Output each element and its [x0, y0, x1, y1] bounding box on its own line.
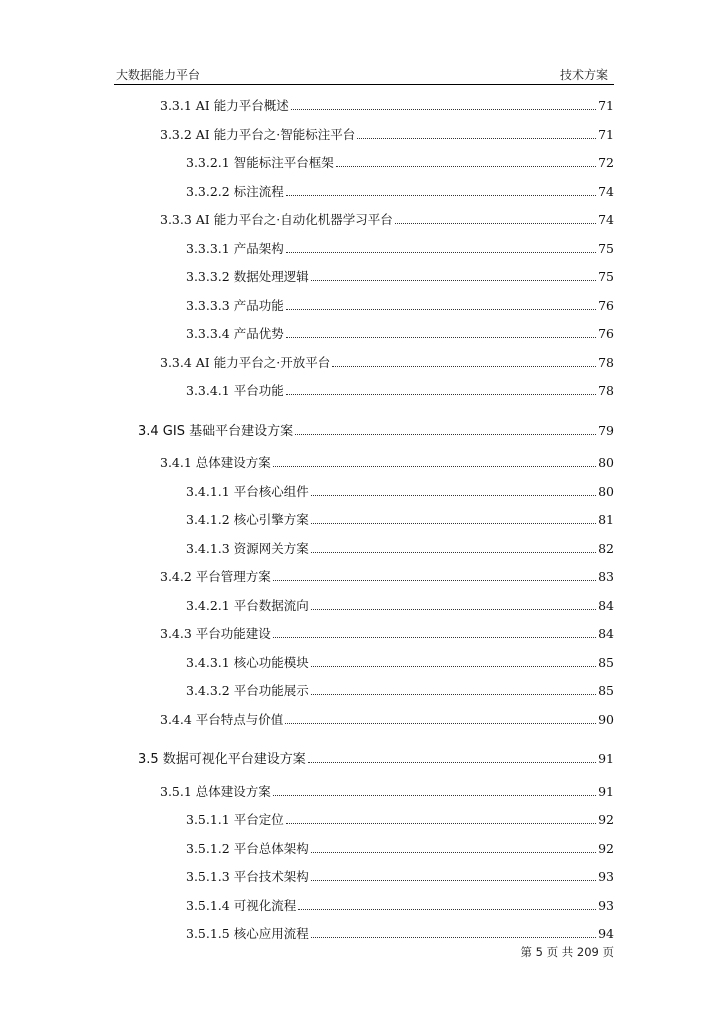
toc-entry-page-number: 71	[598, 98, 614, 113]
toc-dot-leader	[395, 223, 596, 224]
toc-dot-leader	[311, 937, 596, 938]
page-header	[116, 66, 610, 82]
toc-entry-title: 3.3.4.1 平台功能	[186, 383, 284, 398]
toc-entry-title: 3.5.1.4 可视化流程	[186, 897, 297, 913]
toc-entry-page-number: 80	[598, 483, 614, 499]
toc-dot-leader	[357, 138, 596, 139]
toc-dot-leader	[286, 309, 596, 310]
toc-entry[interactable]	[186, 896, 614, 916]
header-section-title: 技术方案	[559, 68, 608, 82]
toc-dot-leader	[311, 666, 596, 667]
toc-dot-leader	[311, 609, 596, 610]
toc-entry-title: 3.4.2.1 平台数据流向	[186, 597, 309, 613]
toc-entry[interactable]	[186, 924, 614, 944]
toc-entry-title: 3.4.3 平台功能建设	[160, 626, 271, 641]
toc-entry-page-number: 85	[598, 683, 614, 698]
toc-entry[interactable]	[186, 153, 614, 173]
toc-entry-page-number: 94	[598, 926, 614, 941]
toc-entry[interactable]	[186, 539, 614, 559]
toc-entry[interactable]	[186, 510, 614, 530]
toc-entry-title: 3.5.1 总体建设方案	[160, 783, 271, 799]
toc-entry-page-number: 74	[598, 183, 614, 199]
toc-entry-title: 3.3.4 AI 能力平台之·开放平台	[160, 354, 331, 370]
toc-entry-title: 3.4.4 平台特点与价值	[160, 711, 284, 727]
toc-entry-title: 3.3.3 AI 能力平台之·自动化机器学习平台	[160, 212, 393, 227]
toc-dot-leader	[308, 762, 596, 763]
toc-entry-page-number: 75	[598, 240, 614, 256]
toc-dot-leader	[273, 637, 596, 638]
toc-dot-leader	[311, 694, 596, 695]
toc-entry-title: 3.5.1.5 核心应用流程	[186, 926, 309, 941]
toc-entry-page-number: 74	[598, 212, 614, 227]
toc-dot-leader	[286, 252, 596, 253]
toc-entry-page-number: 90	[598, 711, 614, 727]
toc-entry-page-number: 75	[598, 269, 614, 284]
toc-entry[interactable]	[160, 782, 614, 802]
toc-entry-page-number: 84	[598, 626, 614, 641]
toc-dot-leader	[311, 852, 596, 853]
toc-dot-leader	[286, 394, 596, 395]
toc-entry-page-number: 72	[598, 155, 614, 170]
toc-entry[interactable]	[160, 353, 614, 373]
toc-entry-title: 3.3.2.2 标注流程	[186, 183, 284, 199]
toc-entry[interactable]	[186, 381, 614, 401]
toc-entry-page-number: 82	[598, 540, 614, 556]
toc-entry-page-number: 83	[598, 569, 614, 584]
toc-dot-leader	[273, 580, 596, 581]
toc-entry-page-number: 76	[598, 326, 614, 341]
toc-entry[interactable]	[186, 482, 614, 502]
toc-dot-leader	[286, 823, 596, 824]
header-divider	[114, 84, 614, 85]
toc-entry[interactable]	[186, 810, 614, 830]
toc-entry-title: 3.3.3.4 产品优势	[186, 326, 284, 341]
toc-entry-page-number: 93	[598, 897, 614, 913]
toc-dot-leader	[273, 466, 596, 467]
toc-entry[interactable]	[160, 624, 614, 644]
toc-entry-title: 3.3.2.1 智能标注平台框架	[186, 155, 334, 170]
toc-entry-page-number: 79	[598, 422, 614, 438]
toc-entry-page-number: 91	[598, 783, 614, 799]
toc-entry-title: 3.3.3.1 产品架构	[186, 240, 284, 256]
toc-entry-title: 3.4.2 平台管理方案	[160, 569, 271, 584]
toc-entry-title: 3.4.1.2 核心引擎方案	[186, 512, 309, 527]
toc-entry[interactable]	[186, 239, 614, 259]
toc-entry[interactable]	[186, 182, 614, 202]
toc-dot-leader	[286, 195, 596, 196]
toc-entry[interactable]	[186, 296, 614, 316]
toc-entry-page-number: 81	[598, 512, 614, 527]
toc-entry-title: 3.4.1.1 平台核心组件	[186, 483, 309, 499]
toc-entry-title: 3.5.1.2 平台总体架构	[186, 840, 309, 856]
page-number-footer: 第 5 页 共 209 页	[520, 945, 614, 959]
toc-entry[interactable]	[160, 710, 614, 730]
toc-entry[interactable]	[186, 681, 614, 701]
toc-entry-page-number: 93	[598, 869, 614, 884]
toc-dot-leader	[285, 723, 596, 724]
toc-entry-title: 3.3.3.3 产品功能	[186, 297, 284, 313]
toc-entry[interactable]	[186, 839, 614, 859]
toc-entry-title: 3.4.3.2 平台功能展示	[186, 683, 309, 698]
toc-entry-page-number: 91	[598, 751, 614, 766]
toc-entry[interactable]	[138, 749, 614, 769]
toc-entry-page-number: 92	[598, 840, 614, 856]
toc-dot-leader	[273, 795, 596, 796]
toc-dot-leader	[311, 280, 596, 281]
toc-dot-leader	[311, 495, 596, 496]
toc-entry[interactable]	[186, 867, 614, 887]
toc-entry-title: 3.3.2 AI 能力平台之·智能标注平台	[160, 126, 356, 142]
toc-dot-leader	[332, 366, 596, 367]
toc-dot-leader	[336, 166, 596, 167]
toc-entry-title: 3.4.1 总体建设方案	[160, 455, 271, 470]
toc-entry-title: 3.5.1.1 平台定位	[186, 812, 284, 827]
toc-entry[interactable]	[160, 125, 614, 145]
toc-entry-page-number: 85	[598, 654, 614, 670]
toc-entry-title: 3.4.3.1 核心功能模块	[186, 654, 309, 670]
toc-entry[interactable]	[160, 453, 614, 473]
toc-entry[interactable]	[138, 421, 614, 441]
toc-entry-page-number: 78	[598, 383, 614, 398]
toc-entry-title: 3.4 GIS 基础平台建设方案	[138, 423, 294, 439]
toc-entry-title: 3.5.1.3 平台技术架构	[186, 869, 309, 884]
toc-dot-leader	[291, 109, 596, 110]
toc-entry-page-number: 76	[598, 297, 614, 313]
toc-dot-leader	[295, 434, 596, 435]
toc-entry[interactable]	[186, 324, 614, 344]
toc-dot-leader	[286, 337, 596, 338]
toc-entry[interactable]	[186, 653, 614, 673]
toc-entry[interactable]	[186, 267, 614, 287]
toc-entry-page-number: 71	[598, 126, 614, 142]
toc-entry[interactable]	[186, 596, 614, 616]
toc-dot-leader	[311, 523, 596, 524]
toc-dot-leader	[298, 909, 596, 910]
toc-entry-title: 3.4.1.3 资源网关方案	[186, 540, 309, 556]
toc-dot-leader	[311, 552, 596, 553]
toc-dot-leader	[311, 880, 596, 881]
toc-entry-page-number: 92	[598, 812, 614, 827]
toc-entry-page-number: 78	[598, 354, 614, 370]
toc-entry[interactable]	[160, 96, 614, 116]
toc-entry-page-number: 80	[598, 455, 614, 470]
toc-entry-title: 3.3.1 AI 能力平台概述	[160, 98, 289, 113]
toc-entry-title: 3.3.3.2 数据处理逻辑	[186, 269, 309, 284]
header-document-title: 大数据能力平台	[116, 68, 201, 82]
toc-entry-title: 3.5 数据可视化平台建设方案	[138, 752, 306, 767]
toc-entry[interactable]	[160, 567, 614, 587]
toc-entry[interactable]	[160, 210, 614, 230]
toc-entry-page-number: 84	[598, 597, 614, 613]
